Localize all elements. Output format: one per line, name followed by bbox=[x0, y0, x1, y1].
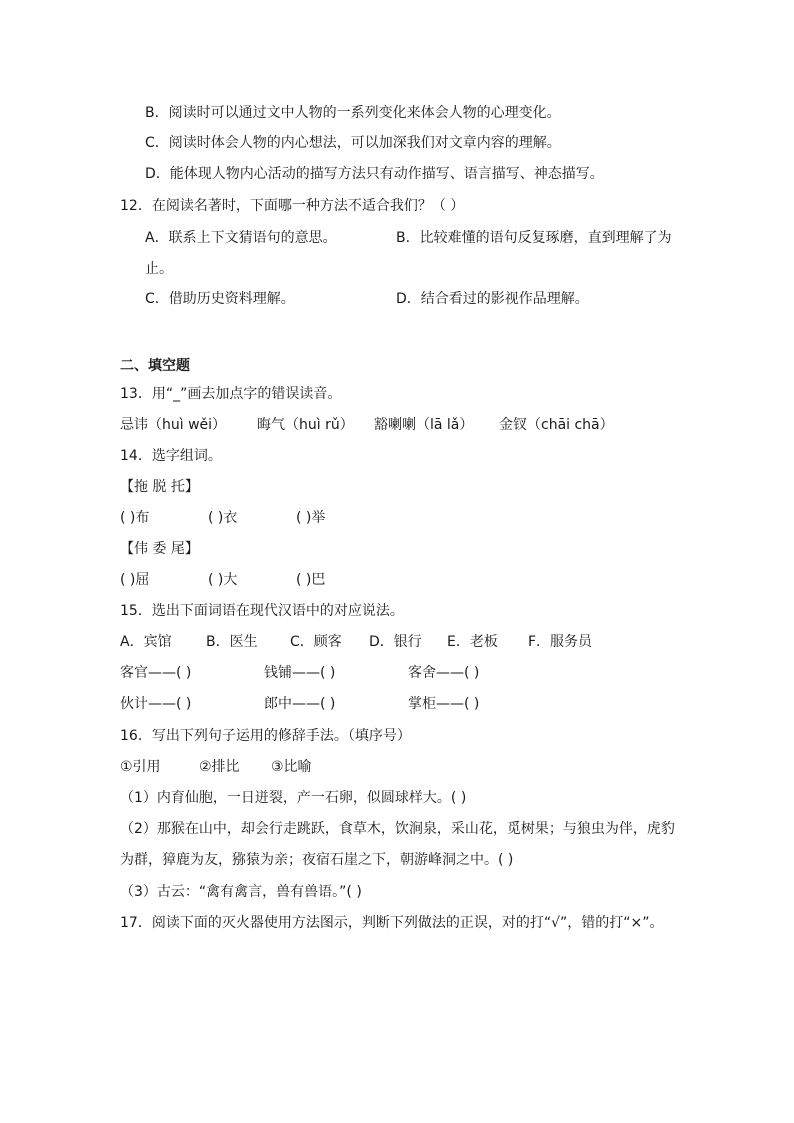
q13-item: 忌讳（huì wěi） bbox=[120, 417, 227, 433]
q11-option-b: B．阅读时可以通过文中人物的一系列变化来体会人物的心理变化。 bbox=[145, 105, 561, 121]
q16-option: ①引用 bbox=[120, 759, 161, 775]
q13-item: 金钗（chāi chā） bbox=[499, 417, 614, 433]
q14-blank: ( )巴 bbox=[296, 572, 326, 588]
q16-sentence-1: （1）内育仙胞，一日迸裂，产一石卵，似圆球样大。( ) bbox=[120, 790, 467, 806]
q15-option: D．银行 bbox=[369, 634, 422, 650]
q14-blank: ( )举 bbox=[296, 510, 326, 526]
q15-match: 钱铺——( ) bbox=[264, 665, 336, 681]
q16-sentence-2: （2）那猴在山中，却会行走跳跃，食草木，饮涧泉，采山花，觅树果；与狼虫为伴，虎豹 bbox=[120, 821, 675, 837]
q15-stem: 15．选出下面词语在现代汉语中的对应说法。 bbox=[120, 603, 404, 619]
q15-option: F．服务员 bbox=[528, 634, 593, 650]
q16-stem: 16．写出下列句子运用的修辞手法。（填序号） bbox=[120, 728, 411, 744]
q15-match: 客舍——( ) bbox=[408, 665, 480, 681]
q15-match: 掌柜——( ) bbox=[408, 696, 480, 712]
q16-sentence-3: （3）古云：“禽有禽言，兽有兽语。”( ) bbox=[120, 884, 362, 900]
q15-option: C．顾客 bbox=[290, 634, 342, 650]
q12-option-c: C．借助历史资料理解。 bbox=[145, 291, 295, 307]
q15-option: B．医生 bbox=[206, 634, 258, 650]
q14-stem: 14．选字组词。 bbox=[120, 448, 222, 464]
q15-match: 郎中——( ) bbox=[264, 696, 336, 712]
q17-stem: 17．阅读下面的灭火器使用方法图示，判断下列做法的正误，对的打“√”，错的打“×”。 bbox=[120, 915, 664, 931]
q16-option: ③比喻 bbox=[271, 759, 312, 775]
q14-blank: ( )屈 bbox=[120, 572, 150, 588]
q13-stem: 13．用“_”画去加点字的错误读音。 bbox=[120, 386, 342, 402]
q15-match: 客官——( ) bbox=[120, 665, 192, 681]
q14-blank: ( )大 bbox=[208, 572, 238, 588]
q16-sentence-2-cont: 为群，獐鹿为友，猕猿为亲；夜宿石崖之下，朝游峰洞之中。( ) bbox=[120, 852, 514, 868]
q15-match: 伙计——( ) bbox=[120, 696, 192, 712]
q16-option: ②排比 bbox=[199, 759, 240, 775]
q14-blank: ( )布 bbox=[120, 510, 150, 526]
q12-option-b: B．比较难懂的语句反复琢磨，直到理解了为 bbox=[396, 230, 672, 246]
q15-option: E．老板 bbox=[447, 634, 498, 650]
q12-option-d: D．结合看过的影视作品理解。 bbox=[396, 291, 589, 307]
q14-group1: 【拖 脱 托】 bbox=[120, 479, 199, 495]
section-title: 二、填空题 bbox=[120, 358, 190, 374]
q15-option: A．宾馆 bbox=[120, 634, 172, 650]
q11-option-d: D．能体现人物内心活动的描写方法只有动作描写、语言描写、神态描写。 bbox=[145, 166, 604, 182]
q14-group2: 【伟 委 尾】 bbox=[120, 541, 199, 557]
q12-option-a: A．联系上下文猜语句的意思。 bbox=[145, 230, 337, 246]
q12-stem: 12．在阅读名著时，下面哪一种方法不适合我们？（ ） bbox=[120, 198, 465, 214]
q14-blank: ( )衣 bbox=[208, 510, 238, 526]
q13-item: 晦气（huì rǔ） bbox=[257, 417, 354, 433]
q11-option-c: C．阅读时体会人物的内心想法，可以加深我们对文章内容的理解。 bbox=[145, 135, 561, 151]
q12-option-b-cont: 止。 bbox=[145, 261, 173, 277]
q13-item: 豁喇喇（lā lǎ） bbox=[374, 417, 474, 433]
